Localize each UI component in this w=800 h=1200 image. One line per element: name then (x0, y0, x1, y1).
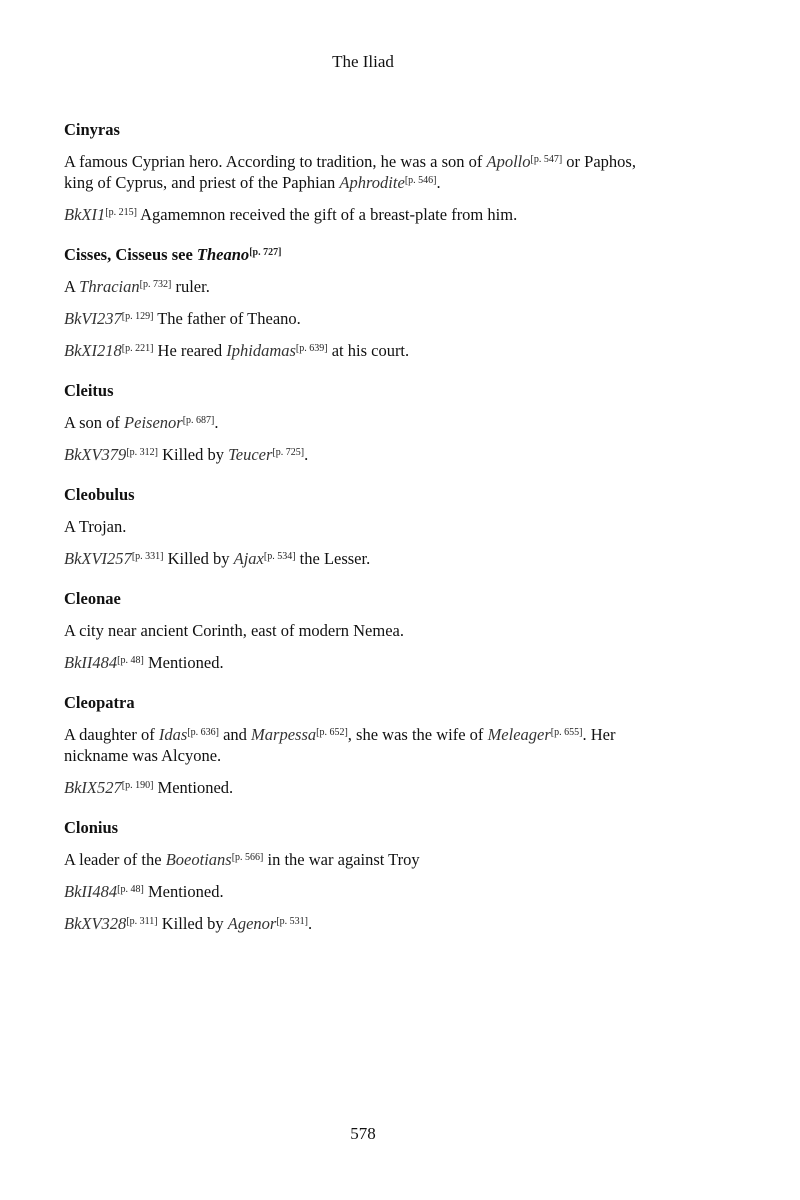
page-reference[interactable]: [p. 215] (105, 207, 137, 218)
glossary-entry (64, 589, 664, 673)
glossary-entry (64, 120, 664, 225)
name-link[interactable]: Marpessa (251, 725, 317, 744)
page-reference[interactable]: [p. 129] (121, 311, 154, 322)
text-segment: Killed by (157, 914, 228, 933)
name-link[interactable]: Agenor (227, 914, 277, 933)
text-segment: Mentioned. (143, 653, 224, 672)
glossary-entry (64, 818, 664, 934)
entry-line (64, 151, 664, 193)
cross-reference-link[interactable]: Theano (196, 245, 250, 264)
page-reference[interactable]: [p. 221] (121, 343, 154, 354)
glossary-entry (64, 381, 664, 465)
text-segment: A leader of the (64, 850, 166, 869)
entry-line (64, 881, 664, 902)
page-reference[interactable]: [p. 652] (316, 727, 348, 738)
name-link[interactable]: Boeotians (165, 850, 232, 869)
name-link[interactable]: Meleager (487, 725, 551, 744)
entry-heading (64, 245, 664, 265)
entry-heading (64, 381, 664, 401)
entry-line (64, 276, 664, 297)
page-reference[interactable]: [p. 727] (249, 247, 282, 258)
text-segment: . (214, 413, 219, 432)
page-reference[interactable]: [p. 48] (117, 655, 144, 666)
name-link[interactable]: Aphrodite (339, 173, 405, 192)
entry-name: Cleobulus (64, 485, 135, 504)
text-segment: A city near ancient Corinth, east of modern Nemea. (64, 621, 404, 640)
glossary-entry (64, 245, 664, 361)
entry-line (64, 444, 664, 465)
name-link[interactable]: Thracian (79, 277, 140, 296)
entry-heading (64, 120, 664, 140)
entry-line (64, 652, 664, 673)
entry-name: Cleitus (64, 381, 114, 400)
entry-line (64, 620, 664, 641)
name-link[interactable]: Idas (158, 725, 188, 744)
book-reference-link[interactable]: BkXVI257 (64, 549, 132, 568)
running-head-title: The Iliad (332, 52, 394, 71)
text-segment: Mentioned. (143, 882, 224, 901)
page-reference[interactable]: [p. 725] (272, 447, 305, 458)
entry-heading (64, 485, 664, 505)
text-segment: He reared (153, 341, 227, 360)
page-reference[interactable]: [p. 639] (295, 343, 328, 354)
text-segment: Killed by (163, 549, 234, 568)
text-segment: . (436, 173, 441, 192)
page-reference[interactable]: [p. 566] (231, 852, 264, 863)
text-segment: The father of Theano. (153, 309, 301, 328)
text-segment: at his court. (327, 341, 410, 360)
text-segment: in the war against Troy (263, 850, 420, 869)
book-reference-link[interactable]: BkII484 (64, 653, 118, 672)
name-link[interactable]: Apollo (486, 152, 531, 171)
entry-line (64, 204, 664, 225)
page-reference[interactable]: [p. 655] (550, 727, 583, 738)
entry-line (64, 308, 664, 329)
text-segment: A famous Cyprian hero. According to tradition, he was a son of (64, 152, 487, 171)
text-segment: A Trojan. (64, 517, 127, 536)
book-reference-link[interactable]: BkXV328 (64, 914, 127, 933)
page-reference[interactable]: [p. 546] (404, 175, 437, 186)
book-reference-link[interactable]: BkIX527 (64, 778, 122, 797)
text-segment: Killed by (157, 445, 229, 464)
entry-heading (64, 589, 664, 609)
entry-line (64, 913, 664, 934)
page-number: 578 (350, 1124, 376, 1143)
text-segment: A daughter of (64, 725, 159, 744)
entry-line (64, 548, 664, 569)
entry-line (64, 412, 664, 433)
name-link[interactable]: Peisenor (124, 413, 183, 432)
text-segment: , she was the wife of (347, 725, 488, 744)
text-segment: Mentioned. (153, 778, 234, 797)
text-segment: the Lesser. (295, 549, 371, 568)
book-reference-link[interactable]: BkXI218 (64, 341, 122, 360)
name-link[interactable]: Teucer (228, 445, 273, 464)
entry-name: Clonius (64, 818, 119, 837)
page-reference[interactable]: [p. 636] (187, 727, 219, 738)
entry-line (64, 777, 664, 798)
text-segment: ruler. (171, 277, 210, 296)
text-segment: A son of (64, 413, 125, 432)
page-reference[interactable]: [p. 732] (139, 279, 172, 290)
text-segment: . (307, 914, 313, 933)
page-reference[interactable]: [p. 190] (121, 780, 154, 791)
entry-line (64, 516, 664, 537)
entry-heading (64, 818, 664, 838)
text-segment: . Her nickname was Alcyone. (64, 725, 616, 765)
text-segment: or Paphos, king of Cyprus, and priest of the Paphian (64, 152, 636, 192)
book-reference-link[interactable]: BkVI237 (64, 309, 122, 328)
text-segment: . (304, 445, 309, 464)
name-link[interactable]: Iphidamas (226, 341, 296, 360)
book-reference-link[interactable]: BkXI1 (64, 205, 106, 224)
book-reference-link[interactable]: BkXV379 (64, 445, 127, 464)
entry-name: Cisses, Cisseus see (64, 245, 197, 264)
page-reference[interactable]: [p. 311] (126, 916, 158, 927)
page-reference[interactable]: [p. 331] (131, 551, 164, 562)
page-reference[interactable]: [p. 687] (182, 415, 215, 426)
entry-line (64, 724, 664, 766)
entry-line (64, 849, 664, 870)
page-reference[interactable]: [p. 312] (126, 447, 158, 458)
entry-heading (64, 693, 664, 713)
glossary-entry (64, 693, 664, 798)
entry-line (64, 340, 664, 361)
entry-name: Cleonae (64, 589, 121, 608)
glossary-entry (64, 485, 664, 569)
glossary-entries (64, 120, 664, 954)
entry-name: Cinyras (64, 120, 120, 139)
page-reference[interactable]: [p. 48] (117, 884, 144, 895)
name-link[interactable]: Ajax (233, 549, 264, 568)
page-reference[interactable]: [p. 534] (263, 551, 296, 562)
text-segment: A (64, 277, 80, 296)
page-reference[interactable]: [p. 547] (530, 154, 563, 165)
text-segment: and (218, 725, 252, 744)
text-segment: Agamemnon received the gift of a breast-plate from him. (136, 205, 518, 224)
page-reference[interactable]: [p. 531] (276, 916, 308, 927)
book-reference-link[interactable]: BkII484 (64, 882, 118, 901)
entry-name: Cleopatra (64, 693, 135, 712)
